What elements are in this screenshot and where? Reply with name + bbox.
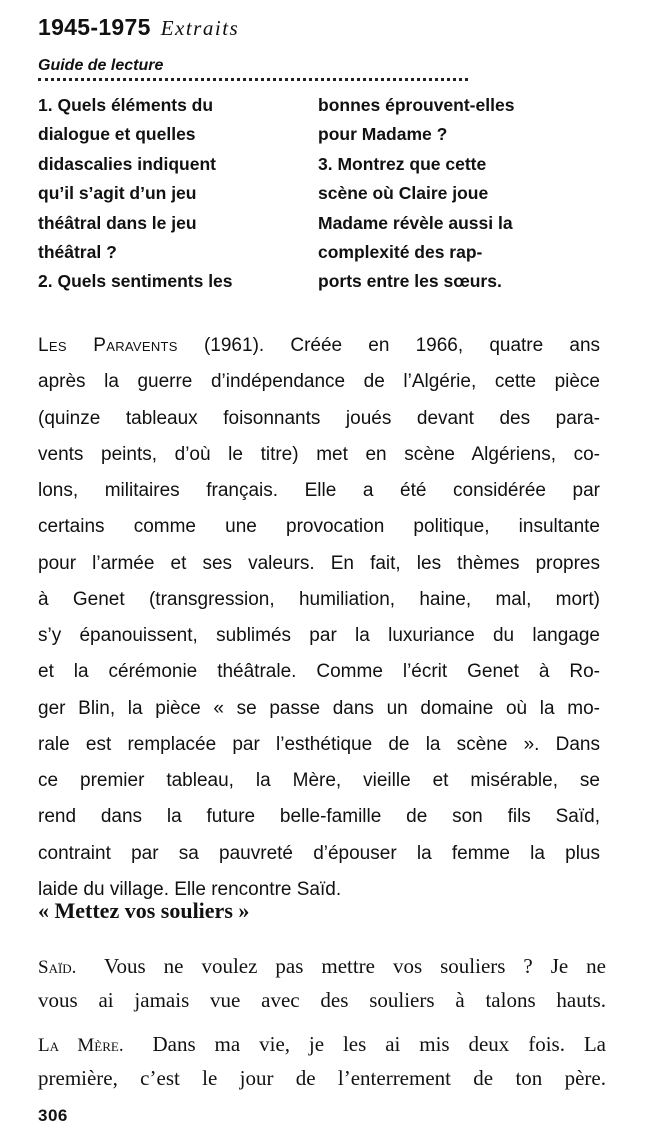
intro-line: ger Blin, la pièce « se passe dans un domaine où la mo-: [38, 697, 600, 719]
said-text: Vous ne voulez pas mettre vos souliers ? Je ne: [104, 954, 607, 978]
guide-line: scène où Claire joue: [318, 183, 489, 204]
extract-title: « Mettez vos souliers »: [38, 898, 250, 923]
page-number: 306: [38, 1106, 68, 1125]
play-title: Les Paravents: [38, 335, 178, 356]
guide-line: 2. Quels sentiments les: [38, 271, 233, 292]
intro-line: après la guerre d’indépendance de l’Algérie, cette pièce: [38, 371, 600, 393]
play-year: (1961).: [203, 335, 265, 356]
intro-line: vents peints, d’où le titre) met en scène Algériens, co-: [38, 443, 600, 465]
running-header: [38, 14, 239, 41]
intro-line: à Genet (transgression, humiliation, haine, mal, mort): [38, 588, 600, 610]
speaker-mere: La Mère.: [38, 1035, 124, 1056]
reading-guide-left-column: [38, 91, 288, 297]
guide-line: qu’il s’agit d’un jeu: [38, 183, 197, 204]
guide-line: didascalies indiquent: [38, 153, 216, 174]
dialogue-line: [38, 950, 606, 984]
intro-first-line: [38, 328, 600, 364]
dialogue-line: vous ai jamais vue avec des souliers à talons hauts.: [38, 988, 606, 1012]
intro-line: certains comme une provocation politique, insultante: [38, 516, 600, 538]
dialogue-line: première, c’est le jour de l’enterrement de ton père.: [38, 1066, 606, 1090]
guide-line: ports entre les sœurs.: [318, 271, 502, 292]
guide-line: bonnes éprouvent-elles: [318, 95, 515, 115]
intro-line: et la cérémonie théâtrale. Comme l’écrit Genet à Ro-: [38, 661, 600, 683]
guide-line: 3. Montrez que cette: [318, 153, 487, 174]
dialogue: [38, 950, 606, 1095]
guide-line: théâtral dans le jeu: [38, 212, 197, 233]
intro-line: Créée en 1966, quatre ans: [290, 335, 601, 356]
guide-line: dialogue et quelles: [38, 124, 196, 145]
intro-line: pour l’armée et ses valeurs. En fait, les thèmes propres: [38, 552, 600, 574]
reading-guide-title: Guide de lecture: [38, 57, 164, 74]
intro-line: (quinze tableaux foisonnants joués devant des para-: [38, 407, 600, 429]
guide-line: complexité des rap-: [318, 242, 483, 263]
guide-line: pour Madame ?: [318, 124, 448, 145]
guide-line: Madame révèle aussi la: [318, 212, 513, 233]
play-introduction: [38, 328, 600, 908]
intro-line: rend dans la future belle-famille de son fils Saïd,: [38, 806, 600, 828]
period-label: 1945-1975: [38, 14, 151, 40]
dialogue-line: [38, 1028, 606, 1062]
section-label: Extraits: [160, 16, 240, 40]
guide-line: théâtral ?: [38, 242, 117, 263]
reading-guide-right-column: [318, 91, 568, 297]
intro-line: s’y épanouissent, sublimés par la luxuriance du langage: [38, 625, 600, 646]
speaker-said: Saïd.: [38, 957, 77, 978]
intro-line: laide du village. Elle rencontre Saïd.: [38, 878, 342, 900]
intro-line: rale est remplacée par l’esthétique de la scène ». Dans: [38, 733, 600, 755]
dotted-divider: [38, 78, 468, 81]
intro-line: ce premier tableau, la Mère, vieille et misérable, se: [38, 770, 600, 791]
intro-line: contraint par sa pauvreté d’épouser la femme la plus: [38, 842, 600, 864]
guide-line: 1. Quels éléments du: [38, 95, 214, 115]
mere-text: Dans ma vie, je les ai mis deux fois. La: [152, 1032, 606, 1056]
spacer: [38, 1017, 606, 1028]
intro-line: lons, militaires français. Elle a été considérée par: [38, 480, 600, 501]
